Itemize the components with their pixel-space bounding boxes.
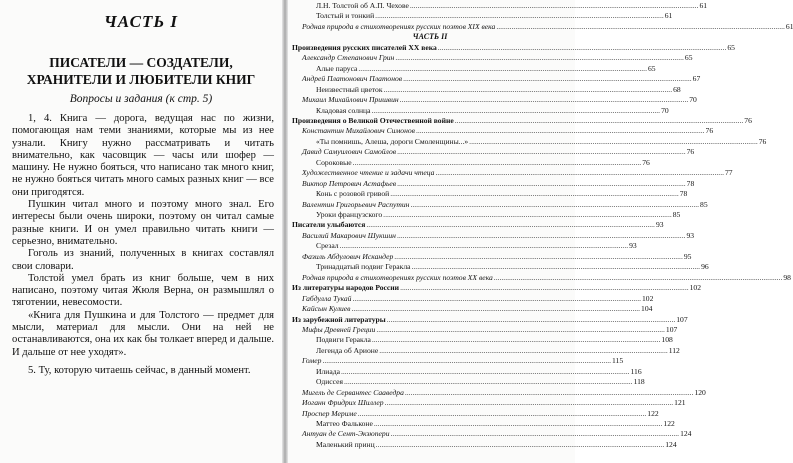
toc-page-number: 61 [785, 21, 793, 31]
toc-entry [292, 419, 675, 429]
toc-entry-title: Иоганн Фридрих Шиллер [302, 398, 384, 408]
toc-entry [292, 168, 733, 178]
toc-leader-dots [344, 377, 633, 387]
toc-leader-dots [496, 22, 785, 32]
toc-entry [292, 63, 656, 74]
toc-page-number: 107 [676, 314, 688, 324]
toc-entry [292, 304, 653, 314]
toc-leader-dots [455, 116, 744, 126]
questions-heading: Вопросы и задания (к стр. 5) [69, 93, 213, 105]
toc-entry-title: Подвиги Геракла [316, 335, 371, 345]
toc-leader-dots [376, 440, 665, 450]
toc-page-number: 104 [641, 304, 653, 314]
toc-entry-title: Михаил Михайлович Пришвин [302, 95, 399, 105]
toc-page-number: 93 [629, 241, 637, 251]
toc-entry [292, 178, 695, 189]
toc-entry-title: Кайсын Кулиев [302, 304, 351, 314]
toc-entry [292, 293, 654, 304]
toc-page-number: 85 [700, 199, 708, 209]
toc-entry [292, 314, 688, 325]
toc-entry [292, 84, 681, 95]
toc-page-number: 85 [672, 210, 681, 219]
toc-entry [292, 439, 677, 450]
toc-leader-dots [375, 11, 664, 21]
paragraph: «Книга для Пушкина и для Толстого — предмет для мысли, материал для мысли. Они на ней не останавливаются, она их как бы толкает вперед и дальше. И дальше от нее уходят». [12, 309, 274, 358]
toc-entry [292, 199, 708, 210]
toc-entry-title: Л.Н. Толстой об А.П. Чехове [316, 1, 409, 10]
toc-leader-dots [416, 126, 705, 136]
toc-entry-title: Тринадцатый подвиг Геракла [316, 262, 411, 272]
toc-leader-dots [494, 273, 783, 283]
toc-entry-title: Из зарубежной литературы [292, 314, 386, 324]
toc-entry-title: Толстый и тонкий [316, 11, 375, 21]
toc-leader-dots [397, 179, 686, 189]
toc-page-number: 65 [647, 63, 656, 73]
chapter-title [0, 54, 282, 88]
toc-leader-dots [358, 64, 647, 74]
toc-leader-dots [372, 106, 661, 116]
toc-entry-title: Маттео Фальконе [316, 419, 373, 428]
toc-entry-title: Срезал [316, 241, 339, 251]
toc-leader-dots [351, 304, 640, 314]
toc-entry [292, 345, 680, 356]
toc-entry-title: Писатели улыбаются [292, 220, 366, 230]
toc-page-number: 76 [758, 136, 767, 146]
toc-entry-title: ЧАСТЬ II [412, 32, 448, 42]
toc-entry [292, 398, 686, 408]
toc-entry-title: «Ты помнишь, Алеша, дороги Смоленщины...» [316, 136, 469, 146]
toc-page-number: 121 [674, 398, 686, 408]
toc-entry [292, 335, 673, 345]
toc-page-number: 61 [664, 11, 673, 21]
toc-entry-title: Родная природа в стихотворениях русских поэтов XIX века [302, 21, 496, 31]
chapter-title-line: ПИСАТЕЛИ — СОЗДАТЕЛИ, [49, 55, 233, 70]
toc-leader-dots [397, 231, 686, 241]
toc-page-number: 122 [647, 408, 659, 418]
toc-entry-title: Константин Михайлович Симонов [302, 126, 415, 136]
toc-page-number: 76 [744, 115, 752, 125]
toc-leader-dots [352, 294, 641, 304]
toc-entry [292, 42, 735, 53]
toc-leader-dots [384, 85, 673, 95]
toc-entry-title: Алые паруса [316, 63, 358, 73]
toc-entry-title: Произведения о Великой Отечественной войне [292, 115, 454, 125]
toc-page-number: 65 [684, 53, 693, 63]
toc-leader-dots [340, 241, 629, 251]
toc-entry [292, 241, 637, 251]
toc-entry-title: Конь с розовой гривой [316, 189, 390, 199]
toc-page-number: 102 [642, 293, 654, 303]
toc-leader-dots [397, 147, 686, 157]
toc-leader-dots [366, 220, 655, 230]
toc-entry [292, 157, 650, 168]
toc-leader-dots [387, 315, 676, 325]
toc-leader-dots [353, 158, 642, 168]
toc-entry-title: Неизвестный цветок [316, 84, 383, 94]
toc-page-number: 118 [633, 377, 645, 387]
toc-leader-dots [372, 335, 661, 345]
toc-leader-dots [341, 367, 630, 377]
toc-page-number: 76 [642, 157, 650, 167]
paragraph: Гоголь из знаний, полученных в книгах составлял свои словари. [12, 248, 274, 272]
toc-entry-title: Маленький принц [316, 439, 375, 449]
toc-page-number: 77 [725, 168, 733, 178]
toc-page-number: 102 [689, 283, 702, 293]
toc-part-heading [292, 32, 568, 42]
toc-leader-dots [410, 1, 699, 11]
toc-page-number: 112 [668, 345, 680, 355]
toc-entry [292, 251, 692, 262]
toc-leader-dots [379, 346, 668, 356]
toc-leader-dots [410, 200, 699, 210]
toc-page-number: 65 [727, 42, 735, 52]
toc-entry-title: Валентин Григорьевич Распутин [302, 199, 410, 209]
toc-page-number: 76 [705, 126, 714, 136]
toc-page-number: 78 [686, 178, 695, 188]
paragraph: Пушкин читал много и поэтому много знал. Его интересы были очень широки, поэтому он читал самые разные книги. И он умел правильно читать книги — серьезно, внимательно. [12, 199, 274, 247]
toc-leader-dots [469, 137, 758, 147]
toc-entry-title: Произведения русских писателей XX века [292, 42, 437, 52]
toc-leader-dots [435, 168, 724, 178]
toc-entry-title: Василий Макарович Шукшин [302, 230, 396, 240]
toc-page-number: 68 [673, 84, 681, 94]
toc-entry-title: Из литературы народов России [292, 283, 400, 293]
toc-entry [292, 408, 659, 419]
toc-leader-dots [394, 252, 683, 262]
toc-entry [292, 283, 702, 293]
toc-page-number: 95 [683, 251, 692, 261]
toc-page-number: 108 [661, 335, 673, 345]
toc-leader-dots [395, 53, 684, 63]
toc-leader-dots [383, 210, 672, 220]
toc-page-number: 98 [783, 272, 791, 282]
toc-entry [292, 377, 645, 387]
paragraph: 5. Ту, которую читаешь сейчас, в данный момент. [28, 364, 251, 376]
toc-page-number: 115 [612, 356, 624, 366]
toc-page-number: 124 [665, 439, 677, 449]
toc-page-number: 93 [686, 230, 695, 240]
toc-leader-dots [438, 43, 727, 53]
toc-entry-title: Легенда об Арионе [316, 345, 379, 355]
toc-page-number: 116 [630, 366, 642, 376]
toc-page-number: 61 [699, 1, 708, 10]
toc-entry-title: Александр Степанович Грин [302, 53, 395, 63]
paragraph: 1, 4. Книга — дорога, ведущая нас по жизни, помогающая нам теми знаниями, которые мы из нее узнали. Книгу нужно рассматривать и читать внимательно, как часовщик — часы или шофер — машину. Не нужно бояться, что написано так много книг, не нужно бояться читать много самых разных книг — все они пригодятся. [12, 113, 274, 198]
toc-entry-title: Проспер Мериме [302, 408, 357, 418]
toc-entry-title: Художественное чтение и задачи чтеца [302, 168, 435, 178]
toc-entry [292, 272, 791, 283]
toc-entry-title: Виктор Петрович Астафьев [302, 178, 397, 188]
toc-page-number: 76 [686, 147, 695, 157]
toc-page-number: 70 [661, 105, 669, 115]
toc-entry [292, 11, 673, 21]
toc-entry [292, 53, 693, 63]
toc-page-number: 107 [665, 324, 678, 334]
toc-leader-dots [391, 429, 680, 439]
toc-entry [292, 74, 701, 84]
answers-text [12, 113, 274, 377]
toc-page-number: 67 [692, 74, 701, 84]
toc-leader-dots [400, 95, 689, 105]
toc-leader-dots [322, 356, 611, 366]
toc-entry [292, 1, 708, 11]
toc-page-number: 93 [655, 220, 664, 230]
toc-entry [292, 230, 695, 241]
toc-entry [292, 95, 697, 105]
paragraph: Толстой умел брать из книг больше, чем в них написано, поэтому читая Жюля Верна, он размышлял о тяготении, невесомости. [12, 272, 274, 309]
toc-entry [292, 126, 714, 136]
toc-entry-title: Одиссея [316, 377, 344, 387]
toc-entry [292, 147, 695, 157]
toc-entry [292, 21, 793, 32]
toc-entry-title: Антуан де Сент-Экзюпери [302, 429, 390, 439]
toc-leader-dots [400, 283, 689, 293]
toc-entry [292, 429, 692, 439]
toc-entry-title: Андрей Платонович Платонов [302, 74, 403, 84]
toc-entry [292, 105, 669, 116]
toc-entry [292, 324, 678, 335]
toc-leader-dots [358, 409, 647, 419]
toc-entry-title: Сороковые [316, 157, 352, 167]
toc-page-number: 124 [680, 429, 692, 439]
toc-entry [292, 366, 642, 377]
toc-entry-title: Родная природа в стихотворениях русских поэтов XX века [302, 272, 493, 282]
toc-leader-dots [385, 398, 674, 408]
toc-leader-dots [403, 74, 692, 84]
toc-leader-dots [376, 325, 665, 335]
chapter-title-line: ХРАНИТЕЛИ И ЛЮБИТЕЛИ КНИГ [26, 72, 256, 87]
toc-entry [292, 387, 706, 398]
toc-page-number: 122 [663, 419, 675, 428]
toc-entry-title: Илиада [316, 366, 340, 376]
toc-page-number: 70 [689, 95, 697, 105]
toc-entry-title: Уроки французского [316, 210, 383, 219]
toc-leader-dots [374, 419, 663, 429]
toc-page-number: 120 [694, 387, 706, 397]
toc-entry [292, 220, 664, 230]
toc-entry [292, 189, 688, 199]
toc-entry-title: Мигель де Сервантес Сааведра [302, 387, 404, 397]
toc-leader-dots [390, 189, 679, 199]
toc-entry [292, 115, 752, 126]
toc-entry [292, 210, 681, 220]
part-title: ЧАСТЬ I [104, 12, 178, 31]
toc-entry-title: Габдулла Тукай [302, 293, 352, 303]
toc-entry [292, 356, 624, 366]
toc-entry-title: Мифы Древней Греции [302, 324, 376, 334]
toc-entry-title: Кладовая солнца [316, 105, 371, 115]
toc-entry-title: Фазиль Абдулович Искандер [302, 251, 394, 261]
toc-entry-title: Давид Самуилович Самойлов [302, 147, 397, 157]
toc-leader-dots [405, 388, 694, 398]
toc-leader-dots [412, 262, 701, 272]
toc-page-number: 78 [679, 189, 688, 199]
toc-entry [292, 262, 709, 272]
toc-entry [292, 136, 767, 147]
toc-entry-title: Гомер [302, 356, 322, 366]
toc-page-number: 96 [701, 262, 709, 272]
